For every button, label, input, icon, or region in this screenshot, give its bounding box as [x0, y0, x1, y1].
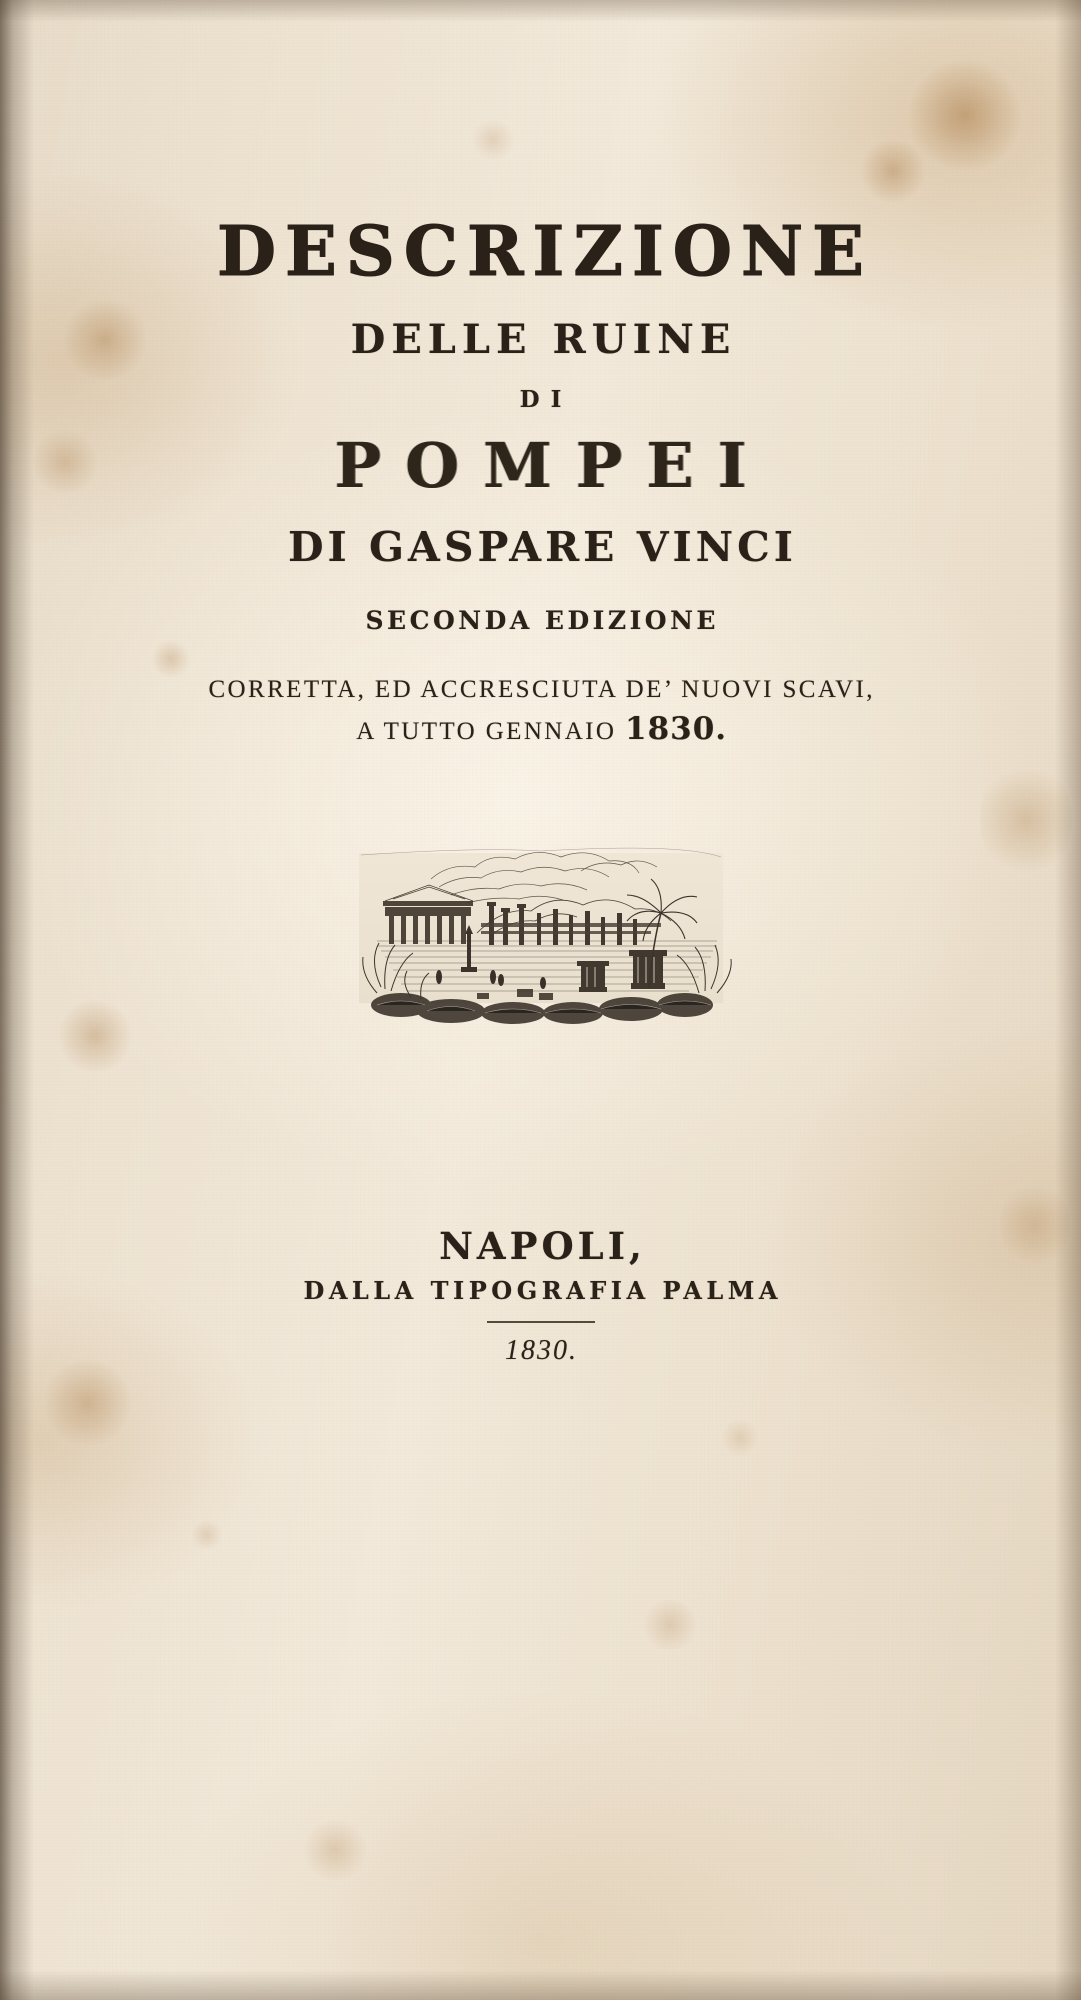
foxing-spot	[470, 120, 516, 160]
foxing-spot	[300, 1820, 370, 1880]
foxing-spot	[905, 60, 1025, 170]
edition-note-line-1: CORRETTA, ED ACCRESCIUTA DE’ NUOVI SCAVI,	[208, 676, 875, 703]
edition-note-prefix: A TUTTO GENNAIO	[356, 717, 626, 745]
foxing-spot	[190, 1520, 224, 1550]
bottom-edge-shadow	[0, 1970, 1081, 2000]
edition-note-year: 1830.	[625, 710, 728, 747]
edition-note-line-2	[0, 709, 1081, 751]
title-page-content	[0, 212, 1081, 1366]
imprint-year: 1830.	[505, 1334, 578, 1366]
pompeii-ruins-engraving-icon	[281, 837, 801, 1052]
page-title: DESCRIZIONE	[216, 212, 873, 292]
imprint-divider-rule	[487, 1321, 595, 1323]
edition-statement: SECONDA EDIZIONE	[365, 606, 719, 635]
top-edge-shadow	[0, 0, 1081, 22]
imprint-city: NAPOLI,	[439, 1223, 646, 1268]
imprint-printer: DALLA TIPOGRAFIA PALMA	[303, 1275, 782, 1305]
place-name-pompei: POMPEI	[334, 429, 771, 502]
foxing-spot	[640, 1600, 700, 1650]
foxing-spot	[720, 1420, 760, 1456]
page-subtitle: DELLE RUINE	[350, 316, 737, 363]
author-name: DI GASPARE VINCI	[288, 523, 797, 571]
foxing-spot	[40, 1360, 135, 1446]
vignette-container	[0, 837, 1081, 1052]
foxing-spot	[858, 140, 928, 202]
preposition-di: DI	[519, 386, 573, 413]
